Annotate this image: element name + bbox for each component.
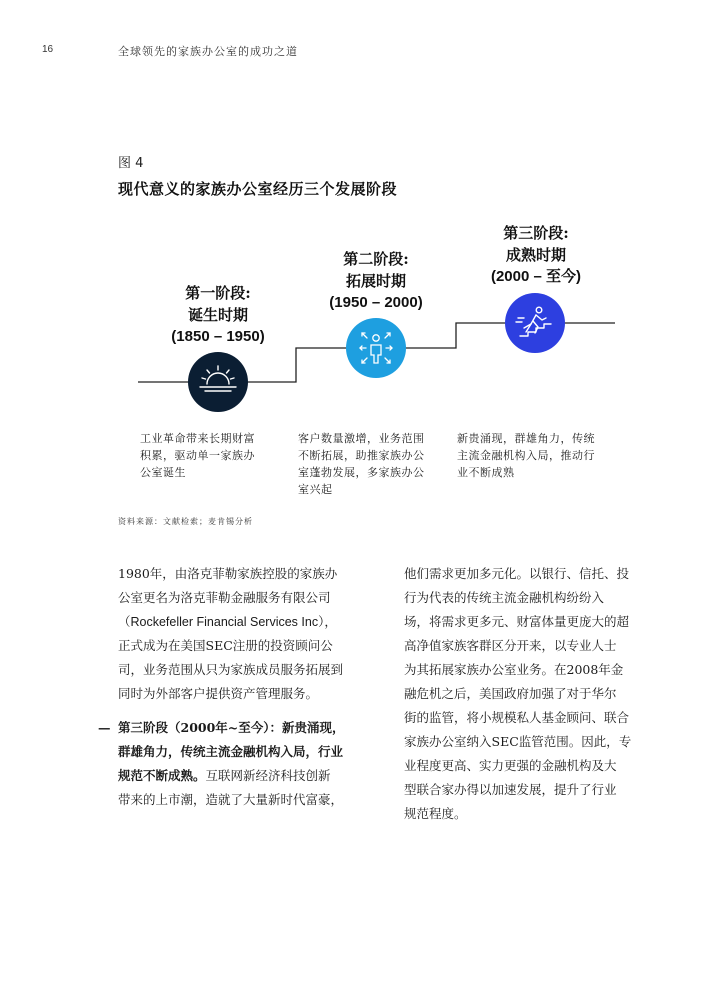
bullet-text: 互联网新经济科技创新	[205, 768, 331, 783]
text-line: 同时为外部客户提供资产管理服务。	[118, 686, 319, 701]
stage-1-title-line2: 诞生时期	[187, 306, 248, 324]
text-line: 家族办公室纳入SEC监管范围。因此，专	[404, 734, 632, 749]
stage-2-title	[296, 248, 456, 314]
bullet-dash: —	[98, 720, 111, 735]
bullet-bold-text: 第三阶段（2000年~至今）：新贵涌现，	[118, 720, 345, 735]
page-number: 16	[42, 44, 54, 55]
body-right-column	[404, 562, 642, 826]
figure-source: 资料来源：文献检索；麦肯锡分析	[118, 517, 253, 526]
stage-2-title-line2: 拓展时期	[345, 272, 406, 290]
stage-2-title-line1: 第二阶段:	[343, 250, 409, 268]
text-line: 公室更名为洛克菲勒金融服务有限公司	[118, 590, 331, 605]
stage-2-description	[298, 430, 456, 498]
bullet-line-3	[118, 764, 356, 788]
figure-title: 现代意义的家族办公室经历三个发展阶段	[118, 180, 398, 198]
stage-2-desc-line: 客户数量激增，业务范围	[298, 432, 425, 445]
stage-3-desc-line: 业不断成熟	[457, 466, 515, 479]
stage-2-desc-line: 室蓬勃发展，多家族办公	[298, 466, 425, 479]
stage-3-description	[457, 430, 617, 481]
text-line: 他们需求更加多元化。以银行、信托、投	[404, 566, 630, 581]
figure-label: 图 4	[118, 156, 144, 171]
stage-3-title-line1: 第三阶段:	[503, 224, 569, 242]
stage-1-period: (1850 – 1950)	[171, 328, 265, 345]
stage-1-title	[138, 282, 298, 348]
stage-2-desc-line: 室兴起	[298, 483, 333, 496]
text-line: 正式成为在美国SEC注册的投资顾问公	[118, 638, 333, 653]
bullet-text: 带来的上市潮，造就了大量新时代富豪，	[118, 792, 344, 807]
text-line: 1980年，由洛克菲勒家族控股的家族办	[118, 566, 338, 581]
stage-1-desc-line: 公室诞生	[140, 466, 186, 479]
left-paragraph	[118, 562, 356, 706]
text-line: （Rockefeller Financial Services Inc），	[118, 615, 337, 629]
text-line: 场，将需求更多元、财富体量更庞大的超	[404, 614, 630, 629]
stage-1-description	[140, 430, 290, 481]
stage-1-marker	[188, 352, 248, 412]
text-line: 司，业务范围从只为家族成员服务拓展到	[118, 662, 344, 677]
text-line: 型联合家办得以加速发展，提升了行业	[404, 782, 617, 797]
text-line: 为其拓展家族办公室业务。在2008年金	[404, 662, 624, 677]
text-line: 行为代表的传统主流金融机构纷纷入	[404, 590, 605, 605]
text-line: 街的监管，将小规模私人基金顾问、联合	[404, 710, 630, 725]
text-line: 规范程度。	[404, 806, 467, 821]
stage-3-marker	[505, 293, 565, 353]
bullet-bold-text: 群雄角力，传统主流金融机构入局，行业	[118, 744, 344, 759]
stage-3-title-line2: 成熟时期	[505, 246, 566, 264]
stage-1-title-line1: 第一阶段:	[185, 284, 251, 302]
body-left-column	[98, 562, 356, 812]
stage-1-desc-line: 工业革命带来长期财富	[140, 432, 255, 445]
stage-3-period: (2000 – 至今)	[490, 268, 582, 285]
stage-3-desc-line: 新贵涌现，群雄角力，传统	[457, 432, 595, 445]
stage-2-period: (1950 – 2000)	[329, 294, 423, 311]
text-line: 业程度更高、实力更强的金融机构及大	[404, 758, 617, 773]
stage-2-desc-line: 不断拓展，助推家族办公	[298, 449, 425, 462]
bullet-bold-text: 规范不断成熟。	[118, 768, 206, 783]
stage-3-title	[456, 222, 616, 288]
stage-3-desc-line: 主流金融机构入局，推动行	[457, 449, 595, 462]
stage-3-bullet	[98, 716, 356, 812]
stage-1-desc-line: 积累，驱动单一家族办	[140, 449, 255, 462]
running-header: 全球领先的家族办公室的成功之道	[118, 45, 298, 58]
text-line: 高净值家族客群区分开来，以专业人士	[404, 638, 617, 653]
text-line: 融危机之后，美国政府加强了对于华尔	[404, 686, 617, 701]
stage-2-marker	[346, 318, 406, 378]
bullet-line-1	[98, 716, 356, 740]
